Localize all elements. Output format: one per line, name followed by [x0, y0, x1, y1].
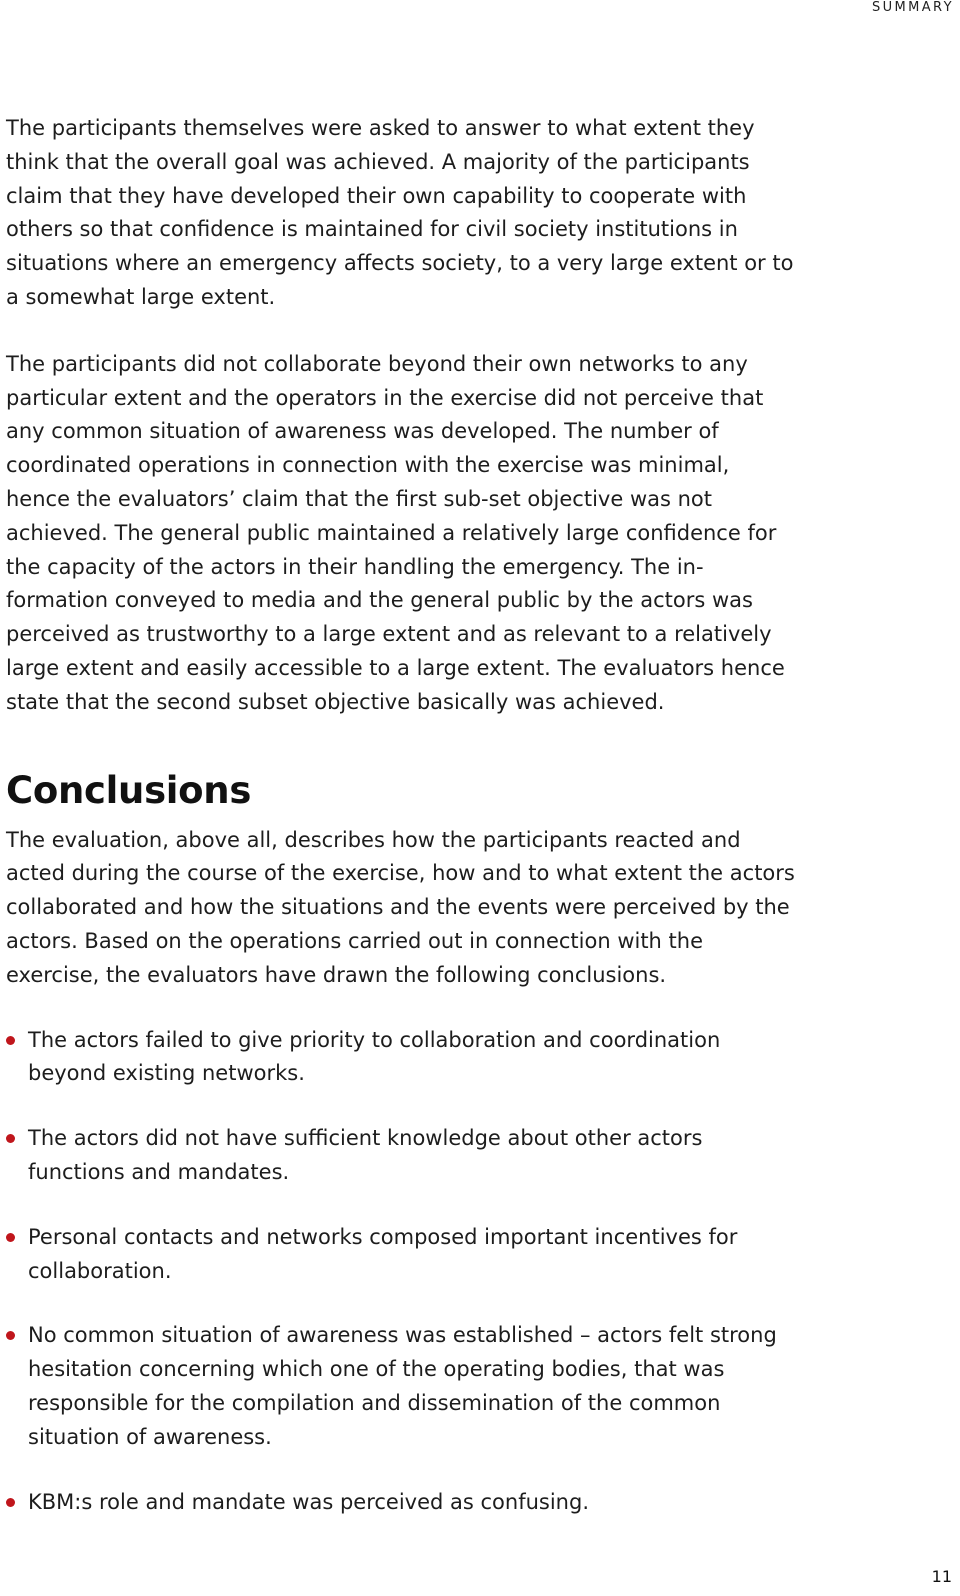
page-number: 11	[931, 1567, 952, 1586]
list-item-text: The actors did not have sufficient knowledge about other actors functions and mandates.	[28, 1126, 703, 1184]
paragraph-collaboration: The participants did not collaborate beyond their own networks to any particular extent and the operators in the exercise did not perceive that any common situation of awareness was developed. The number of coordinated operations in connection with the exercise was minimal, hence the evaluators’ claim that the first sub-set objective was not achieved. The general public maintained a relatively large confidence for the capacity of the actors in their handling the emergency. The information conveyed to media and the general public by the actors was perceived as trustworthy to a large extent and as relevant to a relatively large extent and easily accessible to a large extent. The evaluators hence state that the second subset objective basically was achieved.	[6, 351, 785, 714]
paragraph-goal-achievement: The participants themselves were asked to answer to what extent they think that the overall goal was achieved. A majority of the participants claim that they have developed their own capability to cooperate with others so that confidence is maintained for civil society institutions in situations where an emergency affects society, to a very large extent or to a somewhat large extent.	[6, 116, 794, 309]
bullet-icon	[6, 1498, 15, 1507]
conclusions-intro: The evaluation, above all, describes how the participants reacted and acted during the course of the exercise, how and to what extent the actors collaborated and how the situations and the events were perceived by the actors. Based on the operations carried out in connection with the exercise, the evaluators have drawn the following conclusions.	[6, 827, 795, 987]
bullet-icon	[6, 1331, 15, 1340]
bullet-icon	[6, 1134, 15, 1143]
list-item-text: The actors failed to give priority to collaboration and coordination beyond existing networks.	[28, 1027, 721, 1086]
list-item-text: KBM:s role and mandate was perceived as confusing.	[28, 1489, 590, 1514]
list-item-text: Personal contacts and networks composed important incentives for collaboration.	[28, 1224, 738, 1283]
list-item	[6, 1486, 796, 1520]
page-content	[6, 112, 796, 1550]
list-item	[6, 1122, 796, 1190]
list-item	[6, 1024, 796, 1092]
list-item	[6, 1319, 796, 1454]
running-header: SUMMARY	[871, 0, 954, 15]
conclusions-list	[6, 1024, 796, 1520]
bullet-icon	[6, 1036, 15, 1045]
bullet-icon	[6, 1233, 15, 1242]
list-item-text: No common situation of awareness was established – actors felt strong hesitation concerning which one of the operating bodies, that was responsible for the compilation and dissemination of the common situation of awareness.	[28, 1323, 777, 1449]
conclusions-heading: Conclusions	[6, 768, 252, 812]
list-item	[6, 1221, 796, 1289]
